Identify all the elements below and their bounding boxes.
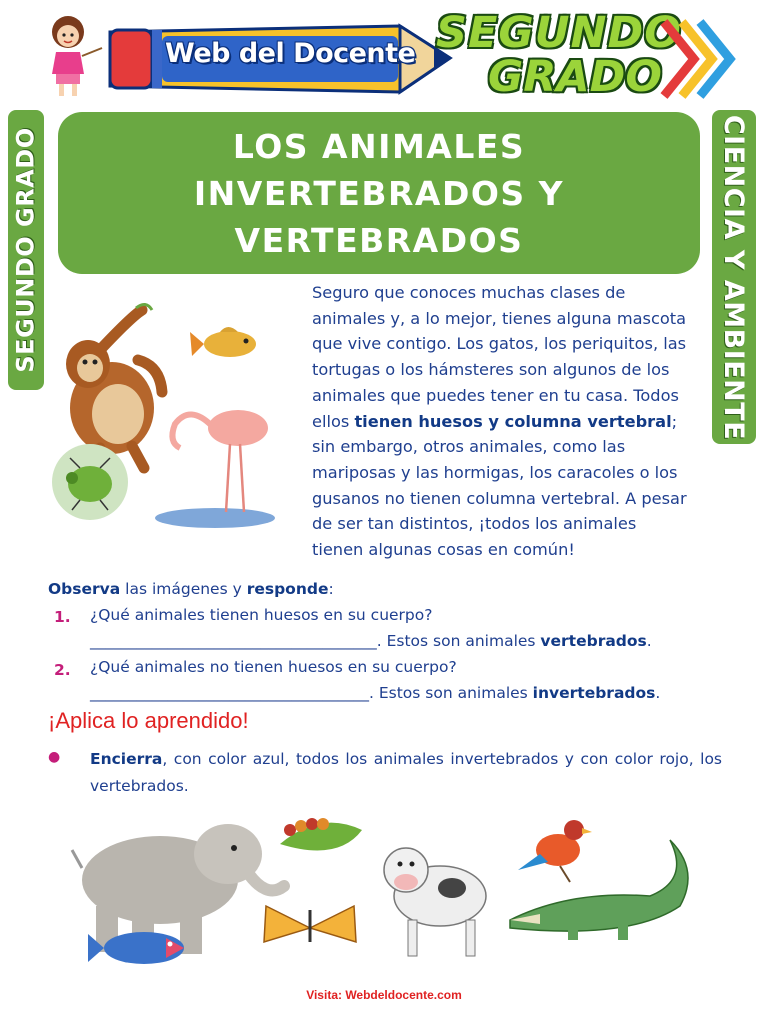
question-2-answer-bold: invertebrados [532, 684, 656, 702]
side-tab-grade-label: SEGUNDO GRADO [12, 127, 40, 373]
question-1-answer-bold: vertebrados [540, 632, 647, 650]
question-2-answer-suffix: . [655, 684, 661, 702]
observe-instruction [48, 580, 334, 598]
question-1-answer[interactable] [90, 632, 730, 650]
flamingo-illustration [155, 410, 275, 528]
intro-paragraph [312, 280, 688, 563]
caterpillar-illustration [280, 818, 362, 850]
cow-illustration [384, 848, 486, 956]
chevron-decoration-icon [660, 18, 744, 100]
title-banner [58, 112, 700, 274]
question-1-text: ¿Qué animales tienen huesos en su cuerpo? [90, 606, 433, 624]
page-title: LOS ANIMALES INVERTEBRADOS Y VERTEBRADOS [193, 126, 565, 260]
observe-bold2: responde [246, 580, 329, 598]
observe-bold1: Observa [48, 580, 121, 598]
question-2-text: ¿Qué animales no tienen huesos en su cuerpo? [90, 658, 457, 676]
question-2-number: 2. [54, 661, 71, 679]
intro-text-bold: tienen huesos y columna vertebral [354, 411, 672, 431]
instruction-bold: Encierra [90, 750, 163, 768]
question-1-blank[interactable]: _____________________________________ [90, 632, 377, 650]
grade-title-line1: SEGUNDO [436, 8, 682, 58]
question-2-answer[interactable] [90, 684, 730, 702]
teacher-illustration [36, 12, 106, 98]
question-2-answer-prefix: . Estos son animales [369, 684, 533, 702]
brand-name: Web del Docente [165, 38, 416, 69]
grade-title-line2: GRADO [488, 52, 662, 102]
question-2-blank[interactable]: ____________________________________ [90, 684, 369, 702]
apply-heading: ¡Aplica lo aprendido! [48, 708, 249, 733]
bullet-icon: ● [48, 749, 61, 765]
question-1-answer-prefix: . Estos son animales [376, 632, 541, 650]
question-1-number: 1. [54, 608, 71, 626]
crocodile-illustration [510, 840, 688, 940]
butterfly-illustration [264, 906, 356, 942]
animals-illustration-top [40, 296, 305, 536]
beetle-illustration [52, 444, 128, 520]
observe-text1: las imágenes y [120, 580, 247, 598]
side-tab-grade [8, 110, 44, 390]
side-tab-subject [712, 110, 756, 444]
intro-text-part1: Seguro que conoces muchas clases de animales y, a lo mejor, tienes alguna mascota que vive contigo. Los gatos, los periquitos, las tortugas o los hámsteres son algunos de los animales que puedes tener en tu casa. Todos ellos [312, 283, 687, 431]
activity-instruction [90, 746, 722, 800]
elephant-illustration [72, 824, 284, 954]
animals-illustration-bottom[interactable] [70, 810, 700, 986]
bird-illustration [518, 820, 592, 882]
side-tab-subject-label: CIENCIA Y AMBIENTE [718, 114, 750, 440]
question-1-answer-suffix: . [646, 632, 652, 650]
fish-illustration [190, 327, 256, 357]
observe-text2: : [328, 580, 334, 598]
footer-link[interactable]: Visita: Webdeldocente.com [306, 988, 462, 1002]
instruction-text: , con color azul, todos los animales invertebrados y con color rojo, los vertebrados. [90, 750, 722, 795]
intro-text-part2: ; sin embargo, otros animales, como las mariposas y las hormigas, los caracoles o los gusanos no tienen columna vertebral. A pesar de ser tan distintos, ¡todos los animales tienen algunas cosas en común! [312, 411, 687, 560]
